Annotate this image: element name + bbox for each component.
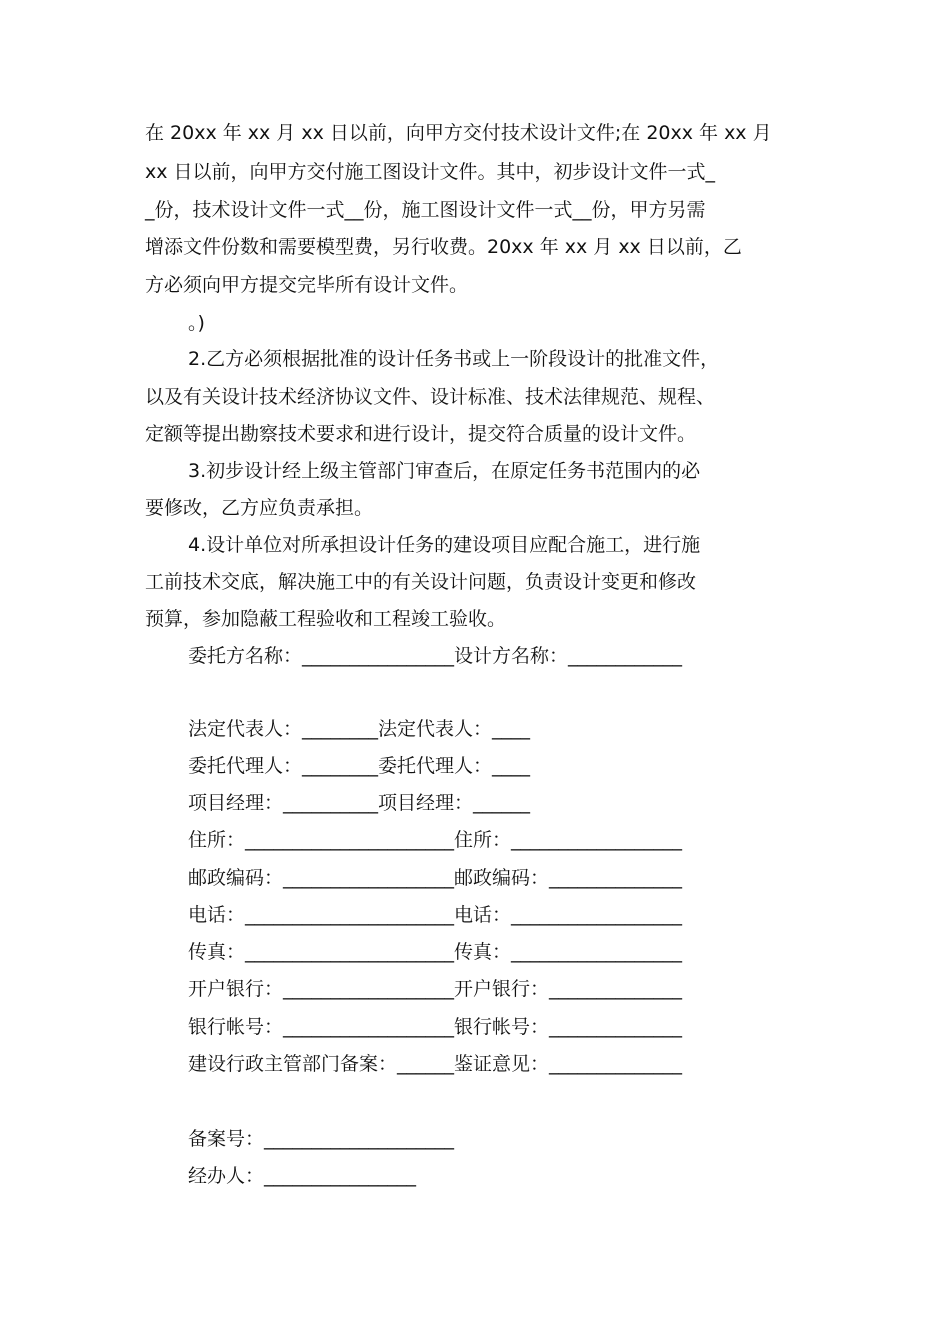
- item2-line-1: 2.乙方必须根据批准的设计任务书或上一阶段设计的批准文件，: [188, 348, 720, 370]
- handler-field: 经办人：________________: [188, 1165, 417, 1187]
- authorized-agent-field: 委托代理人：________委托代理人：____: [188, 755, 531, 777]
- address-field: 住所：______________________住所：__________________: [188, 829, 683, 851]
- bank-field: 开户银行：__________________开户银行：______________: [188, 978, 683, 1000]
- fax-field: 传真：______________________传真：__________________: [188, 941, 683, 963]
- item3-line-1: 3.初步设计经上级主管部门审查后，在原定任务书范围内的必: [188, 460, 701, 482]
- closing-paren: 。): [188, 312, 205, 334]
- phone-field: 电话：______________________电话：__________________: [188, 904, 683, 926]
- item3-line-2: 要修改，乙方应负责承担。: [145, 497, 374, 519]
- item2-line-2: 以及有关设计技术经济协议文件、设计标准、技术法律规范、规程、: [145, 386, 716, 408]
- legal-representative-field: 法定代表人：________法定代表人：____: [188, 718, 531, 740]
- intro-line-1: 在 20xx 年 xx 月 xx 日以前，向甲方交付技术设计文件;在 20xx 年 xx 月: [145, 122, 772, 144]
- intro-line-4: 增添文件份数和需要模型费，另行收费。20xx 年 xx 月 xx 日以前，乙: [145, 236, 742, 258]
- filing-opinion-field: 建设行政主管部门备案：______鉴证意见：______________: [188, 1053, 683, 1075]
- project-manager-field: 项目经理：__________项目经理：______: [188, 792, 531, 814]
- intro-line-3: _份，技术设计文件一式__份，施工图设计文件一式__份，甲方另需: [145, 199, 706, 221]
- intro-line-5: 方必须向甲方提交完毕所有设计文件。: [145, 274, 469, 296]
- postal-code-field: 邮政编码：__________________邮政编码：______________: [188, 867, 683, 889]
- item4-line-2: 工前技术交底，解决施工中的有关设计问题，负责设计变更和修改: [145, 571, 697, 593]
- parties-names: 委托方名称：________________设计方名称：____________: [188, 645, 683, 667]
- item4-line-3: 预算，参加隐蔽工程验收和工程竣工验收。: [145, 608, 507, 630]
- bank-account-field: 银行帐号：__________________银行帐号：______________: [188, 1016, 683, 1038]
- intro-line-2: xx 日以前，向甲方交付施工图设计文件。其中，初步设计文件一式_: [145, 161, 716, 183]
- item4-line-1: 4.设计单位对所承担设计任务的建设项目应配合施工，进行施: [188, 534, 701, 556]
- item2-line-3: 定额等提出勘察技术要求和进行设计，提交符合质量的设计文件。: [145, 423, 697, 445]
- record-number-field: 备案号：____________________: [188, 1128, 455, 1150]
